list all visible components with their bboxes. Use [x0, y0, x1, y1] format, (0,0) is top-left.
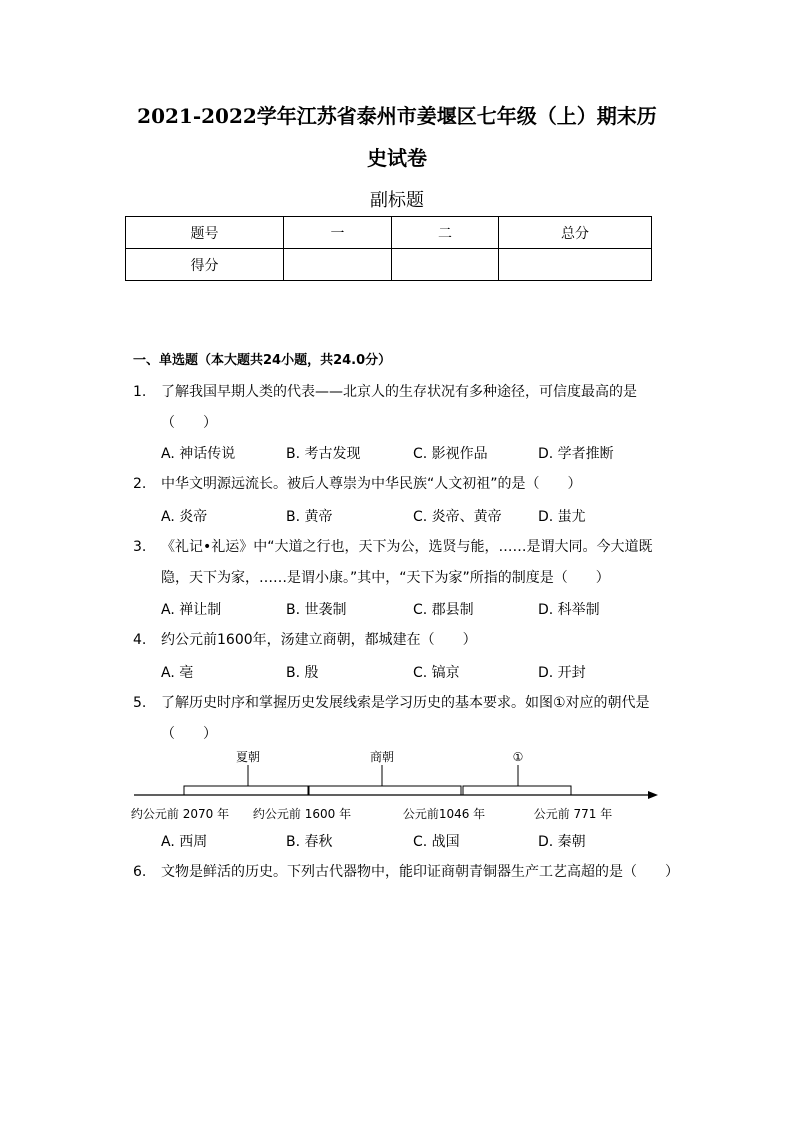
question-continuation: （ ） — [161, 415, 217, 431]
question-text: 中华文明源远流长。被后人尊崇为中华民族“人文初祖”的是（ ） — [161, 476, 582, 492]
option-b[interactable]: B. 世袭制 — [286, 602, 347, 618]
question-text: 了解历史时序和掌握历史发展线索是学习历史的基本要求。如图①对应的朝代是 — [161, 695, 650, 711]
score-table-header-row — [126, 217, 652, 249]
question-continuation: （ ） — [161, 726, 217, 742]
option-b[interactable]: B. 春秋 — [286, 834, 333, 850]
timeline-date-label: 公元前1046 年 — [402, 807, 486, 821]
options-row — [161, 599, 661, 619]
option-c[interactable]: C. 影视作品 — [413, 446, 488, 462]
option-d[interactable]: D. 蚩尤 — [538, 509, 586, 525]
bracket-period-1 — [463, 786, 571, 795]
subtitle: 副标题 — [370, 190, 424, 211]
option-c[interactable]: C. 郡县制 — [413, 602, 474, 618]
option-b[interactable]: B. 黄帝 — [286, 509, 333, 525]
timeline-date-label: 约公元前 2070 年 — [130, 807, 230, 821]
option-c[interactable]: C. 镐京 — [413, 665, 460, 681]
option-c[interactable]: C. 战国 — [413, 834, 460, 850]
option-a[interactable]: A. 亳 — [161, 665, 194, 681]
option-b[interactable]: B. 考古发现 — [286, 446, 361, 462]
timeline-period-label: 夏朝 — [235, 750, 261, 764]
option-a[interactable]: A. 西周 — [161, 834, 208, 850]
score-row-label: 得分 — [126, 249, 284, 281]
question-number: 6. — [133, 864, 147, 880]
question-text: 《礼记•礼运》中“大道之行也，天下为公，选贤与能，……是谓大同。今大道既 — [161, 539, 653, 555]
option-c[interactable]: C. 炎帝、黄帝 — [413, 509, 502, 525]
question-number: 2. — [133, 476, 147, 492]
score-table-score-row — [126, 249, 652, 281]
bracket-xia — [184, 786, 308, 795]
score-header-cell: 二 — [392, 217, 499, 249]
question-continuation: 隐，天下为家，……是谓小康。”其中，“天下为家”所指的制度是（ ） — [161, 570, 610, 586]
option-d[interactable]: D. 科举制 — [538, 602, 600, 618]
score-header-cell: 题号 — [126, 217, 284, 249]
exam-title-line1: 2021-2022学年江苏省泰州市姜堰区七年级（上）期末历 — [137, 104, 657, 128]
score-cell[interactable] — [499, 249, 652, 281]
option-b[interactable]: B. 殷 — [286, 665, 319, 681]
options-row — [161, 831, 661, 851]
question-number: 5. — [133, 695, 147, 711]
question-number: 3. — [133, 539, 147, 555]
timeline-period-label: ① — [512, 750, 524, 764]
timeline-brackets — [184, 765, 571, 795]
score-header-cell: 一 — [284, 217, 392, 249]
score-cell[interactable] — [392, 249, 499, 281]
question-text: 了解我国早期人类的代表——北京人的生存状况有多种途径，可信度最高的是 — [161, 384, 637, 400]
option-d[interactable]: D. 学者推断 — [538, 446, 614, 462]
question-text: 约公元前1600年，汤建立商朝，都城建在（ ） — [161, 632, 477, 648]
score-cell[interactable] — [284, 249, 392, 281]
bracket-shang — [309, 786, 461, 795]
options-row — [161, 506, 661, 526]
question-number: 1. — [133, 384, 147, 400]
option-d[interactable]: D. 秦朝 — [538, 834, 586, 850]
exam-title-line2: 史试卷 — [367, 146, 427, 170]
timeline-diagram — [130, 745, 660, 827]
timeline-date-label: 约公元前 1600 年 — [252, 807, 352, 821]
option-a[interactable]: A. 炎帝 — [161, 509, 208, 525]
option-a[interactable]: A. 禅让制 — [161, 602, 222, 618]
options-row — [161, 662, 661, 682]
section-heading: 一、单选题（本大题共24小题，共24.0分） — [133, 353, 392, 368]
score-header-cell: 总分 — [499, 217, 652, 249]
options-row — [161, 443, 661, 463]
option-a[interactable]: A. 神话传说 — [161, 446, 236, 462]
timeline-period-label: 商朝 — [369, 750, 395, 764]
score-table — [125, 216, 652, 281]
question-number: 4. — [133, 632, 147, 648]
timeline-date-label: 公元前 771 年 — [533, 807, 613, 821]
option-d[interactable]: D. 开封 — [538, 665, 586, 681]
timeline-arrow-icon — [648, 791, 658, 799]
question-text: 文物是鲜活的历史。下列古代器物中，能印证商朝青铜器生产工艺高超的是（ ） — [161, 864, 679, 880]
